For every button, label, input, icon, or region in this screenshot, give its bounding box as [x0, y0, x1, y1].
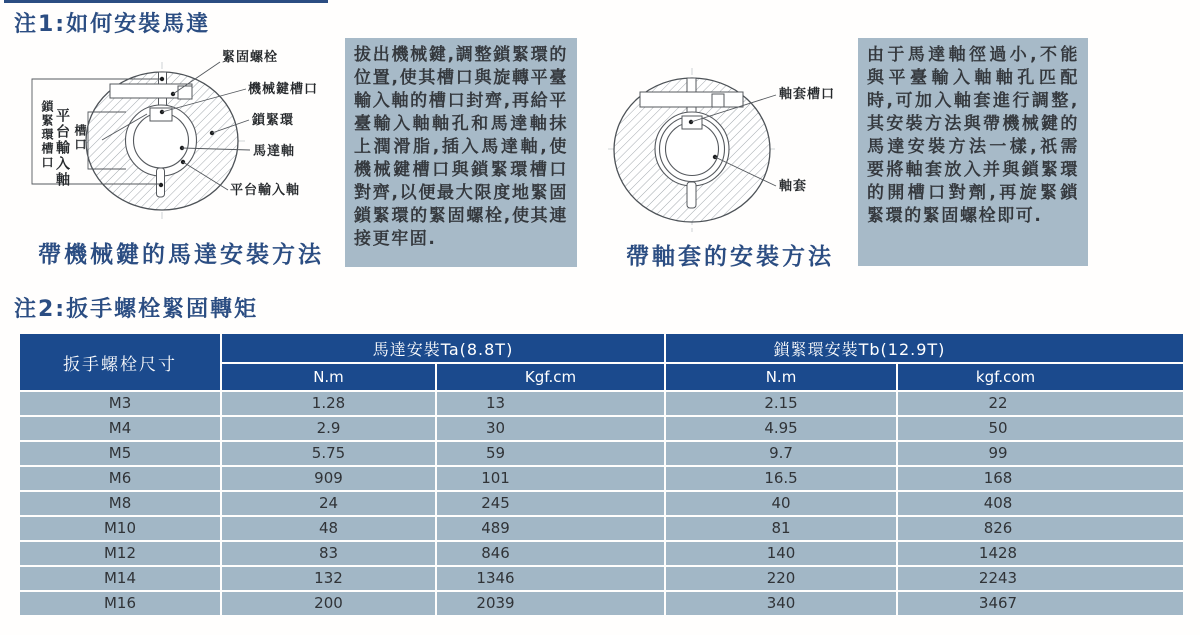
- cell-bolt-size: M6: [20, 467, 220, 490]
- table-row: [20, 517, 1183, 540]
- label-platform-shaft-vertical: 平台輸入軸: [54, 108, 70, 188]
- cell-torque-value: 101: [437, 467, 664, 490]
- table-row: [20, 392, 1183, 415]
- table-row: [20, 542, 1183, 565]
- key-method-caption: 帶機械鍵的馬達安裝方法: [38, 242, 324, 268]
- cell-torque-value: 99: [898, 442, 1183, 465]
- cell-torque-value: 2243: [898, 567, 1183, 590]
- label-locking-ring-slot-vertical: 鎖緊環槽口: [40, 100, 54, 170]
- cell-torque-value: 4.95: [666, 417, 896, 440]
- cell-bolt-size: M5: [20, 442, 220, 465]
- cell-torque-value: 1.28: [222, 392, 435, 415]
- cell-torque-value: 5.75: [222, 442, 435, 465]
- cell-bolt-size: M3: [20, 392, 220, 415]
- label-slot-vertical: 槽口: [73, 124, 87, 152]
- cell-torque-value: 489: [437, 517, 664, 540]
- table-row: [20, 592, 1183, 615]
- cell-torque-value: 83: [222, 542, 435, 565]
- cell-torque-value: 13: [437, 392, 664, 415]
- cell-torque-value: 50: [898, 417, 1183, 440]
- unit-header-ta-kgf: Kgf.cm: [437, 364, 664, 390]
- cell-bolt-size: M8: [20, 492, 220, 515]
- unit-header-tb-nm: N.m: [666, 364, 896, 390]
- cell-torque-value: 9.7: [666, 442, 896, 465]
- cell-torque-value: 826: [898, 517, 1183, 540]
- col-header-ring-install: 鎖緊環安裝Tb(12.9T): [666, 334, 1183, 362]
- table-row: [20, 492, 1183, 515]
- cell-torque-value: 168: [898, 467, 1183, 490]
- col-header-bolt-size: 扳手螺栓尺寸: [20, 334, 220, 390]
- cell-torque-value: 22: [898, 392, 1183, 415]
- cell-torque-value: 2.15: [666, 392, 896, 415]
- torque-table-body: [20, 392, 1183, 615]
- cell-torque-value: 909: [222, 467, 435, 490]
- cell-torque-value: 59: [437, 442, 664, 465]
- cell-torque-value: 245: [437, 492, 664, 515]
- label-motor-shaft: 馬達軸: [253, 144, 296, 159]
- torque-table: [18, 332, 1185, 617]
- cell-bolt-size: M16: [20, 592, 220, 615]
- label-platform-shaft: 平台輸入軸: [230, 183, 301, 198]
- cell-bolt-size: M12: [20, 542, 220, 565]
- cell-torque-value: 132: [222, 567, 435, 590]
- label-locking-ring: 鎖緊環: [252, 113, 295, 128]
- table-row: [20, 442, 1183, 465]
- cell-bolt-size: M10: [20, 517, 220, 540]
- cell-torque-value: 24: [222, 492, 435, 515]
- key-method-instructions: 拔出機械鍵,調整鎖緊環的位置,使其槽口與旋轉平臺輸入軸的槽口封齊,再給平臺輸入軸軸孔和馬達軸抹上潤滑脂,插入馬達軸,使機械鍵槽口與鎖緊環槽口對齊,以便最大限度地緊固鎖緊環的緊固螺栓,使其連接更牢固.: [345, 38, 577, 267]
- top-crop-strip: [4, 0, 328, 3]
- label-sleeve: 軸套: [779, 179, 808, 194]
- label-key-slot: 機械鍵槽口: [248, 82, 319, 97]
- cell-torque-value: 220: [666, 567, 896, 590]
- cell-torque-value: 200: [222, 592, 435, 615]
- note1-heading: 注1:如何安裝馬達: [14, 12, 211, 37]
- cell-torque-value: 846: [437, 542, 664, 565]
- unit-header-ta-nm: N.m: [222, 364, 435, 390]
- cell-torque-value: 140: [666, 542, 896, 565]
- table-row: [20, 467, 1183, 490]
- note2-heading: 注2:扳手螺栓緊固轉矩: [14, 297, 259, 322]
- cell-torque-value: 3467: [898, 592, 1183, 615]
- table-row: [20, 567, 1183, 590]
- torque-table-header: [20, 334, 1183, 390]
- cell-torque-value: 40: [666, 492, 896, 515]
- unit-header-tb-kgf: kgf.com: [898, 364, 1183, 390]
- cell-torque-value: 81: [666, 517, 896, 540]
- cell-torque-value: 1428: [898, 542, 1183, 565]
- sleeve-method-drawing: [600, 50, 890, 250]
- table-row: [20, 417, 1183, 440]
- cell-torque-value: 2039: [437, 592, 664, 615]
- cell-torque-value: 16.5: [666, 467, 896, 490]
- cell-torque-value: 1346: [437, 567, 664, 590]
- cell-torque-value: 48: [222, 517, 435, 540]
- cell-bolt-size: M14: [20, 567, 220, 590]
- cell-torque-value: 340: [666, 592, 896, 615]
- label-sleeve-slot: 軸套槽口: [779, 87, 836, 102]
- cell-bolt-size: M4: [20, 417, 220, 440]
- cell-torque-value: 408: [898, 492, 1183, 515]
- col-header-motor-install: 馬達安裝Ta(8.8T): [222, 334, 664, 362]
- cell-torque-value: 2.9: [222, 417, 435, 440]
- sleeve-method-caption: 帶軸套的安裝方法: [626, 244, 834, 270]
- label-fastening-bolt: 緊固螺栓: [222, 50, 279, 65]
- sleeve-method-instructions: 由于馬達軸徑過小,不能與平臺輸入軸軸孔匹配時,可加入軸套進行調整,其安裝方法與帶機械鍵的馬達安裝方法一樣,祇需要將軸套放入并與鎖緊環的開槽口對劑,再旋緊鎖緊環的緊固螺栓即可.: [858, 38, 1088, 266]
- cell-torque-value: 30: [437, 417, 664, 440]
